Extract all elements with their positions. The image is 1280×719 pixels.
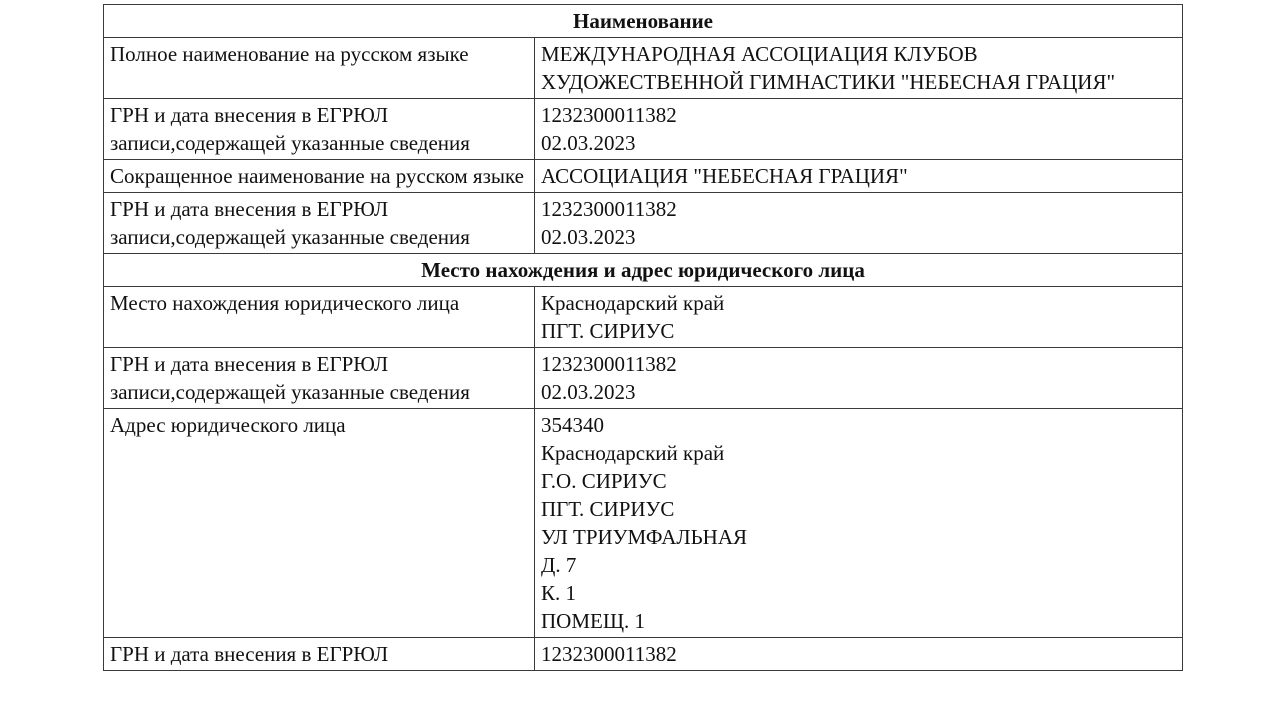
grn-number: 1232300011382 bbox=[541, 103, 677, 127]
egrul-extract-table bbox=[103, 4, 1183, 671]
row-value bbox=[535, 99, 1183, 160]
grn-date: 02.03.2023 bbox=[541, 380, 636, 404]
address-settlement: ПГТ. СИРИУС bbox=[541, 497, 675, 521]
address-district: Г.О. СИРИУС bbox=[541, 469, 667, 493]
section-header-row bbox=[104, 254, 1183, 287]
section-title-name: Наименование bbox=[104, 5, 1183, 38]
grn-number: 1232300011382 bbox=[541, 197, 677, 221]
table-row bbox=[104, 38, 1183, 99]
grn-date: 02.03.2023 bbox=[541, 131, 636, 155]
row-value bbox=[535, 409, 1183, 638]
row-label bbox=[104, 38, 535, 99]
table-row bbox=[104, 638, 1183, 671]
section-title-address: Место нахождения и адрес юридического лица bbox=[104, 254, 1183, 287]
grn-label-line: записи,содержащей указанные сведения bbox=[110, 380, 470, 404]
table-row bbox=[104, 348, 1183, 409]
grn-label-line: ГРН и дата внесения в ЕГРЮЛ bbox=[110, 197, 389, 221]
grn-label-line: записи,содержащей указанные сведения bbox=[110, 225, 470, 249]
table-row bbox=[104, 287, 1183, 348]
section-header-row bbox=[104, 5, 1183, 38]
row-label bbox=[104, 99, 535, 160]
address-building: К. 1 bbox=[541, 581, 577, 605]
grn-label-line: ГРН и дата внесения в ЕГРЮЛ bbox=[110, 103, 389, 127]
grn-number: 1232300011382 bbox=[541, 642, 677, 666]
full-name-value: МЕЖДУНАРОДНАЯ АССОЦИАЦИЯ КЛУБОВ ХУДОЖЕСТВЕННОЙ ГИМНАСТИКИ "НЕБЕСНАЯ ГРАЦИЯ" bbox=[541, 42, 1116, 94]
row-label bbox=[104, 193, 535, 254]
row-label bbox=[104, 287, 535, 348]
grn-date: 02.03.2023 bbox=[541, 225, 636, 249]
row-label bbox=[104, 409, 535, 638]
row-value bbox=[535, 193, 1183, 254]
location-settlement: ПГТ. СИРИУС bbox=[541, 319, 675, 343]
table-row bbox=[104, 160, 1183, 193]
grn-label-line: ГРН и дата внесения в ЕГРЮЛ bbox=[110, 642, 389, 666]
grn-label-line: записи,содержащей указанные сведения bbox=[110, 131, 470, 155]
full-name-label: Полное наименование на русском языке bbox=[110, 42, 469, 66]
row-value bbox=[535, 38, 1183, 99]
row-label bbox=[104, 638, 535, 671]
row-label bbox=[104, 348, 535, 409]
grn-label-line: ГРН и дата внесения в ЕГРЮЛ bbox=[110, 352, 389, 376]
row-value bbox=[535, 638, 1183, 671]
short-name-label: Сокращенное наименование на русском языке bbox=[110, 164, 524, 188]
short-name-value: АССОЦИАЦИЯ "НЕБЕСНАЯ ГРАЦИЯ" bbox=[541, 164, 908, 188]
table-row bbox=[104, 99, 1183, 160]
address-label: Адрес юридического лица bbox=[110, 413, 346, 437]
address-premises: ПОМЕЩ. 1 bbox=[541, 609, 646, 633]
row-value bbox=[535, 287, 1183, 348]
address-street: УЛ ТРИУМФАЛЬНАЯ bbox=[541, 525, 748, 549]
grn-number: 1232300011382 bbox=[541, 352, 677, 376]
row-label bbox=[104, 160, 535, 193]
row-value bbox=[535, 160, 1183, 193]
location-label: Место нахождения юридического лица bbox=[110, 291, 460, 315]
address-house: Д. 7 bbox=[541, 553, 577, 577]
table-row bbox=[104, 193, 1183, 254]
location-region: Краснодарский край bbox=[541, 291, 725, 315]
row-value bbox=[535, 348, 1183, 409]
address-postcode: 354340 bbox=[541, 413, 604, 437]
address-region: Краснодарский край bbox=[541, 441, 725, 465]
table-row bbox=[104, 409, 1183, 638]
